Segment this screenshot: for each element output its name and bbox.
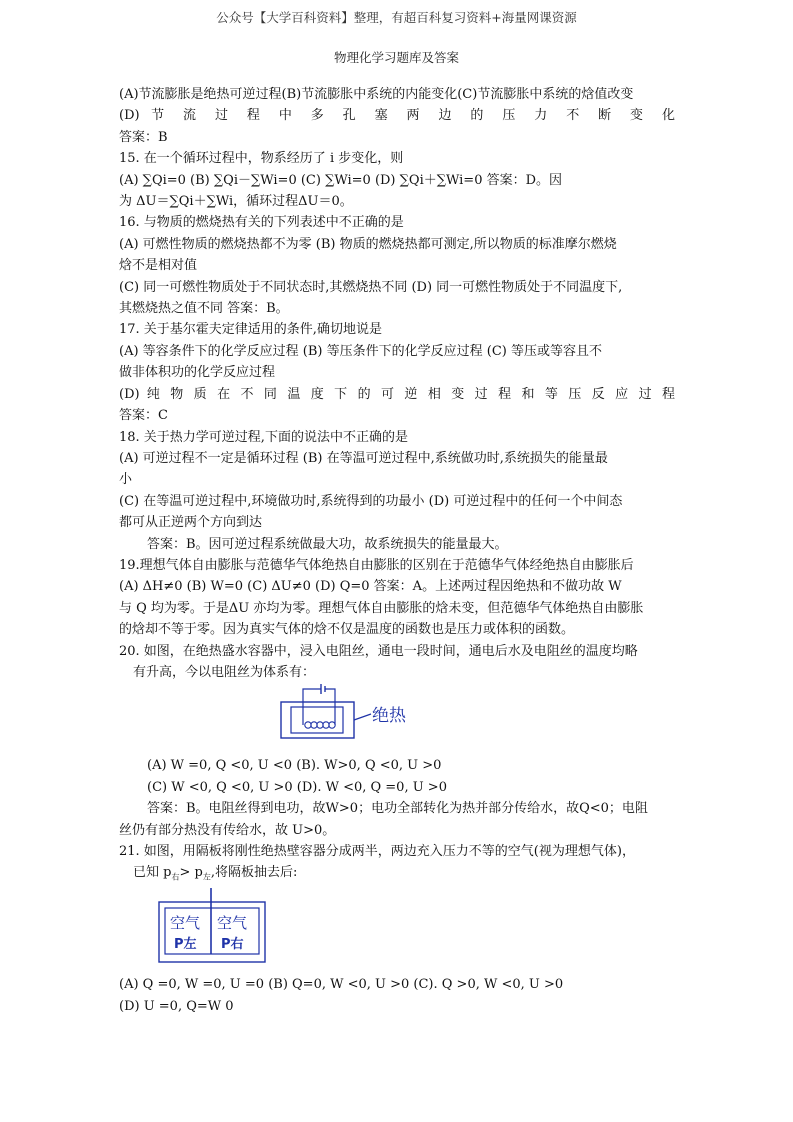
text-line: 焓不是相对值: [119, 258, 198, 274]
right-pressure-label: P右: [221, 937, 244, 953]
text-line: 答案：B: [119, 129, 168, 145]
text-line: 有升高，今以电阻丝为体系有：: [133, 664, 316, 680]
insulation-label: 绝热: [372, 706, 406, 727]
figure-partition-container: [119, 888, 675, 974]
question-20: 20. 如图，在绝热盛水容器中，浸入电阻丝，通电一段时间，通电后水及电阻丝的温度均略: [119, 643, 638, 659]
text-line: 与 Q 均为零。于是ΔU 亦均为零。理想气体自由膨胀的焓未变，但范德华气体绝热自由膨胀: [119, 600, 644, 616]
question-19: 19.理想气体自由膨胀与范德华气体绝热自由膨胀的区别在于范德华气体经绝热自由膨胀后: [119, 557, 634, 573]
option-line: (C) W <0, Q <0, U >0 (D). W <0, Q =0, U >0: [147, 779, 447, 795]
label-pointer: [354, 714, 371, 720]
text-line: (A) ∑Qi=0 (B) ∑Qi－∑Wi=0 (C) ∑Wi=0 (D) ∑Qi＋∑Wi=0 答案：D。因: [119, 172, 563, 188]
text-line: (C) 在等温可逆过程中,环境做功时,系统得到的功最小 (D) 可逆过程中的任何一个中间态: [119, 493, 623, 509]
text-line: 小: [119, 472, 133, 488]
text-line: (A) 可燃性物质的燃烧热都不为零 (B) 物质的燃烧热都可测定,所以物质的标准摩尔燃烧: [119, 236, 617, 252]
outer-wall: [159, 902, 265, 962]
question-16: 16. 与物质的燃烧热有关的下列表述中不正确的是: [119, 215, 404, 231]
question-18: 18. 关于热力学可逆过程,下面的说法中不正确的是: [119, 429, 408, 445]
text-line: 做非体积功的化学反应过程: [119, 365, 276, 381]
text-line: 其燃烧热之值不同 答案：B。: [119, 301, 289, 317]
text-line: (A) 可逆过程不一定是循环过程 (B) 在等温可逆过程中,系统做功时,系统损失的能量最: [119, 450, 608, 466]
insulated-container-diagram: [119, 683, 675, 755]
question-15: 15. 在一个循环过程中，物系经历了 i 步变化，则: [119, 151, 404, 167]
text-line: (C) 同一可燃性物质处于不同状态时,其燃烧热不同 (D) 同一可燃性物质处于不同温度下,: [119, 279, 623, 295]
option-line: (A) W =0, Q <0, U <0 (B). W>0, Q <0, U >0: [147, 758, 442, 774]
partitioned-container-diagram: [119, 888, 675, 974]
document-body: [119, 84, 675, 1017]
figure-resistor-container: [119, 683, 675, 755]
text-line: (A) ΔH≠0 (B) W=0 (C) ΔU≠0 (D) Q=0 答案：A。上述两过程因绝热和不做功故 W: [119, 579, 622, 595]
text-line: 丝仍有部分热没有传给水，故 U>0。: [119, 822, 336, 838]
question-17: 17. 关于基尔霍夫定律适用的条件,确切地说是: [119, 322, 382, 338]
text-line: 答案：B。因可逆过程系统做最大功，故系统损失的能量最大。: [147, 536, 508, 552]
page-header: 公众号【大学百科资料】整理，有超百科复习资料+海量网课资源: [216, 10, 577, 25]
text-line: 为 ΔU＝∑Qi＋∑Wi，循环过程ΔU＝0。: [119, 194, 353, 210]
text-line: (A)节流膨胀是绝热可逆过程(B)节流膨胀中系统的内能变化(C)节流膨胀中系统的焓值改变: [119, 87, 634, 102]
option-line: (D) U =0, Q=W 0: [119, 998, 234, 1014]
text-line: (A) 等容条件下的化学反应过程 (B) 等压条件下的化学反应过程 (C) 等压或等容且不: [119, 343, 602, 359]
text-line: 的焓却不等于零。因为真实气体的焓不仅是温度的函数也是压力或体积的函数。: [119, 622, 575, 638]
text-line: 答案：B。电阻丝得到电功，故W>0；电功全部转化为热并部分传给水，故Q<0；电阻: [147, 801, 648, 817]
text-line: (D) 节 流 过 程 中 多 孔 塞 两 边 的 压 力 不 断 变 化: [119, 108, 675, 124]
left-pressure-label: P左: [174, 937, 197, 953]
text-line: 都可从正逆两个方向到达: [119, 515, 263, 531]
resistor-coil: [305, 722, 335, 728]
question-21: 21. 如图，用隔板将刚性绝热壁容器分成两半，两边充入压力不等的空气(视为理想气体)，: [119, 844, 635, 859]
text-line: (D) 纯 物 质 在 不 同 温 度 下 的 可 逆 相 变 过 程 和 等 压 反 应 过 程: [119, 386, 675, 402]
page-subtitle: 物理化学习题库及答案: [333, 50, 459, 65]
option-line: (A) Q =0, W =0, U =0 (B) Q=0, W <0, U >0 (C). Q >0, W <0, U >0: [119, 977, 564, 993]
text-line: 已知 $p_右> p_左$,将隔板抽去后:: [133, 865, 298, 882]
right-gas-label: 空气: [217, 914, 248, 933]
left-gas-label: 空气: [170, 914, 201, 933]
text-line: 答案：C: [119, 408, 168, 424]
